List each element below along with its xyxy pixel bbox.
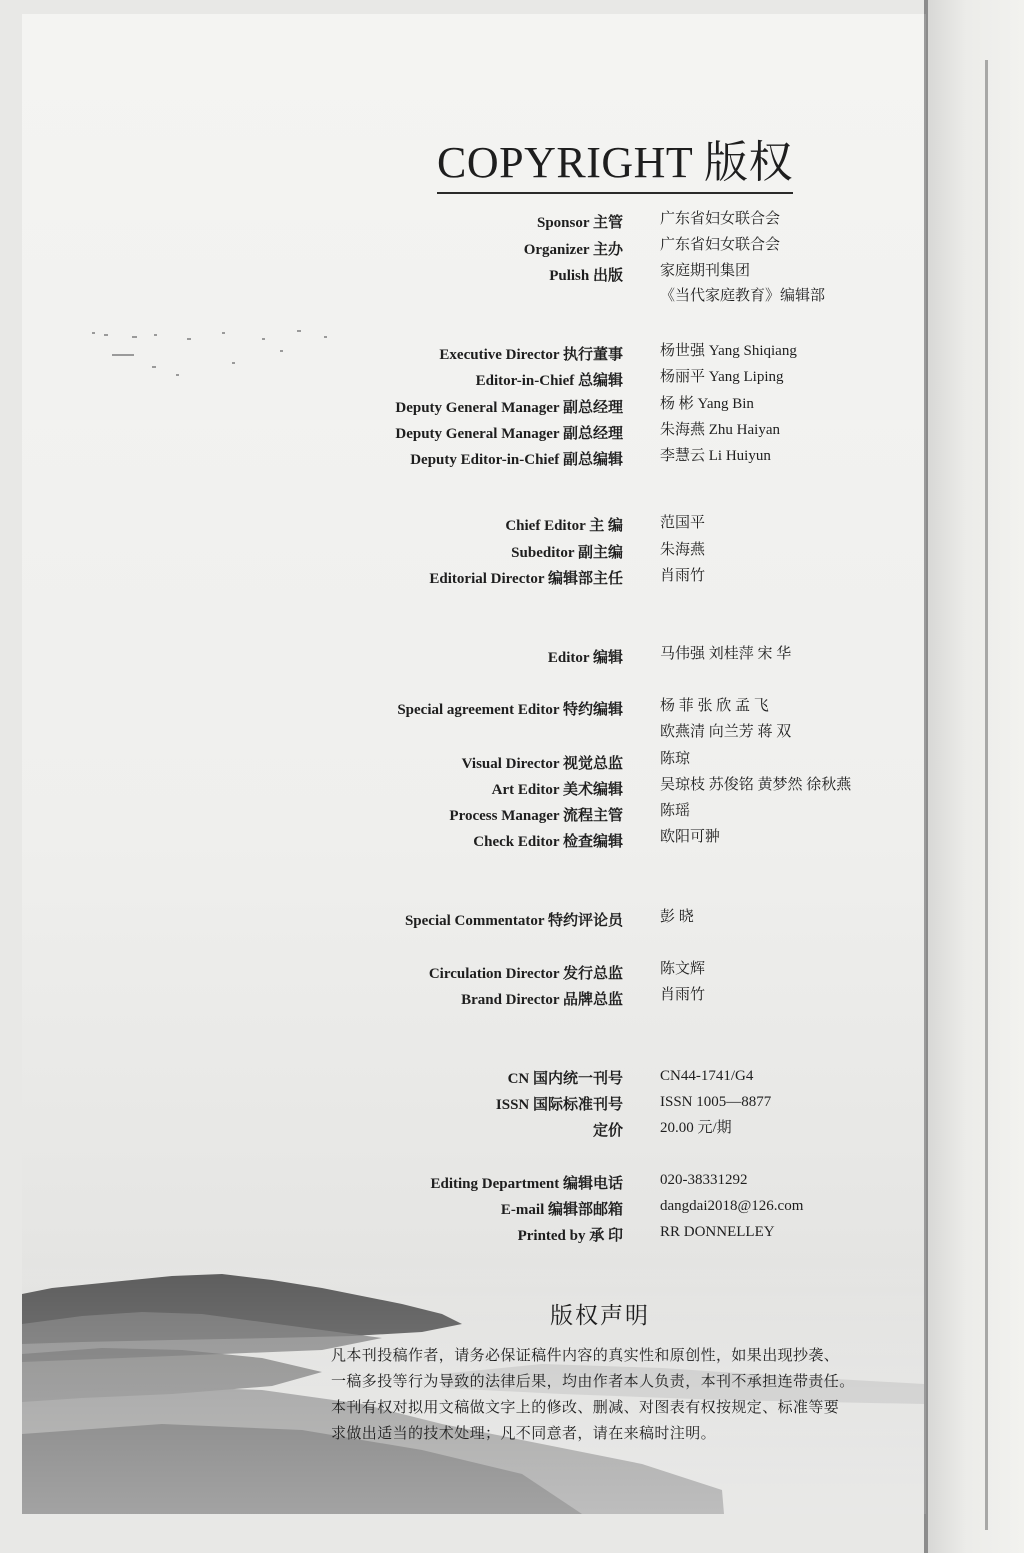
label-editor: Editor 编辑 — [547, 650, 623, 666]
circulation-labels — [22, 964, 623, 1014]
staff-values — [660, 696, 900, 856]
editor-values — [660, 513, 920, 593]
value-editor: 马伟强 刘桂萍 宋 华 — [660, 646, 792, 662]
value-chief-editor: 范国平 — [660, 515, 706, 531]
label-check-editor: Check Editor 检查编辑 — [473, 834, 623, 850]
publication-values — [660, 1066, 920, 1146]
underlying-page-edge — [985, 60, 988, 1530]
value-special-editors-2: 欧燕清 向兰芳 蒋 双 — [660, 724, 792, 740]
label-editor-in-chief: Editor-in-Chief 总编辑 — [475, 373, 623, 389]
label-sponsor: Sponsor 主管 — [536, 215, 623, 231]
editor-row-label — [22, 648, 623, 670]
value-editorial-director: 肖雨竹 — [660, 568, 706, 584]
label-organizer: Organizer 主办 — [523, 242, 623, 258]
value-publish: 家庭期刊集团 — [660, 263, 751, 279]
label-deputy-gm-1: Deputy General Manager 副总经理 — [395, 400, 623, 416]
label-visual-director: Visual Director 视觉总监 — [461, 756, 623, 772]
value-check-editor: 欧阳可翀 — [660, 829, 721, 845]
label-deputy-editor-in-chief: Deputy Editor-in-Chief 副总编辑 — [410, 452, 623, 468]
value-editing-phone: 020-38331292 — [660, 1172, 748, 1188]
value-subeditor: 朱海燕 — [660, 542, 706, 558]
value-special-commentator: 彭 晓 — [660, 909, 694, 925]
value-executive-director: 杨世强 Yang Shiqiang — [660, 343, 797, 359]
editor-labels — [22, 516, 623, 596]
notice-line: 凡本刊投稿作者，请务必保证稿件内容的真实性和原创性，如果出现抄袭、 — [331, 1348, 840, 1364]
label-executive-director: Executive Director 执行董事 — [439, 347, 623, 363]
value-printer: RR DONNELLEY — [660, 1224, 775, 1240]
value-price: 20.00 元/期 — [660, 1120, 732, 1136]
value-brand-director: 肖雨竹 — [660, 987, 706, 1003]
label-email: E-mail 编辑部邮箱 — [500, 1202, 623, 1218]
management-labels — [22, 213, 623, 313]
circulation-values — [660, 959, 920, 1009]
publication-labels — [22, 1069, 623, 1149]
label-process-manager: Process Manager 流程主管 — [449, 808, 623, 824]
value-deputy-gm-2: 朱海燕 Zhu Haiyan — [660, 422, 780, 438]
value-process-manager: 陈瑶 — [660, 803, 691, 819]
label-brand-director: Brand Director 品牌总监 — [461, 992, 623, 1008]
label-chief-editor: Chief Editor 主 编 — [505, 518, 623, 534]
label-circulation-director: Circulation Director 发行总监 — [428, 966, 623, 982]
commentator-value — [660, 907, 920, 929]
value-special-editors-1: 杨 菲 张 欣 孟 飞 — [660, 698, 769, 714]
contact-labels — [22, 1174, 623, 1254]
copyright-page — [22, 14, 924, 1514]
value-editor-in-chief: 杨丽平 Yang Liping — [660, 369, 784, 385]
page-edge-shadow — [924, 0, 928, 1553]
label-issn: ISSN 国际标准刊号 — [495, 1097, 623, 1113]
label-cn: CN 国内统一刊号 — [507, 1071, 623, 1087]
value-deputy-gm-1: 杨 彬 Yang Bin — [660, 396, 754, 412]
value-deputy-editor-in-chief: 李慧云 Li Huiyun — [660, 448, 771, 464]
commentator-label — [22, 911, 623, 933]
notice-line: 本刊有权对拟用文稿做文字上的修改、删减、对图表有权按规定、标准等要 — [331, 1400, 840, 1416]
label-editing-department: Editing Department 编辑电话 — [430, 1176, 623, 1192]
label-price: 定价 — [592, 1123, 623, 1139]
value-sponsor: 广东省妇女联合会 — [660, 211, 781, 227]
copyright-notice-title: 版权声明 — [550, 1303, 650, 1328]
director-values — [660, 341, 920, 481]
value-cn: CN44-1741/G4 — [660, 1068, 754, 1084]
label-publish: Pulish 出版 — [549, 268, 623, 284]
page-title: COPYRIGHT 版权 — [437, 126, 793, 194]
notice-line: 求做出适当的技术处理；凡不同意者，请在来稿时注明。 — [331, 1426, 717, 1442]
copyright-notice — [331, 1343, 891, 1447]
label-subeditor: Subeditor 副主编 — [511, 545, 623, 561]
director-labels — [22, 345, 623, 485]
label-editorial-director: Editorial Director 编辑部主任 — [429, 571, 623, 587]
value-circulation-director: 陈文辉 — [660, 961, 706, 977]
notice-line: 一稿多投等行为导致的法律后果，均由作者本人负责，本刊不承担连带责任。 — [331, 1374, 855, 1390]
editor-row-value — [660, 644, 920, 666]
value-publish-dept: 《当代家庭教育》编辑部 — [660, 288, 826, 304]
value-issn: ISSN 1005—8877 — [660, 1094, 772, 1110]
label-special-commentator: Special Commentator 特约评论员 — [404, 913, 623, 929]
contact-values — [660, 1170, 920, 1250]
label-printed-by: Printed by 承 印 — [517, 1228, 623, 1244]
label-deputy-gm-2: Deputy General Manager 副总经理 — [395, 426, 623, 442]
value-email: dangdai2018@126.com — [660, 1198, 804, 1214]
label-art-editor: Art Editor 美术编辑 — [491, 782, 623, 798]
staff-labels — [22, 700, 623, 860]
management-values — [660, 209, 920, 309]
label-special-agreement-editor: Special agreement Editor 特约编辑 — [397, 702, 623, 718]
value-visual-director: 陈琼 — [660, 751, 691, 767]
value-organizer: 广东省妇女联合会 — [660, 237, 781, 253]
value-art-editor: 吴琼枝 苏俊铭 黄梦然 徐秋燕 — [660, 777, 852, 793]
underlying-page — [928, 0, 1024, 1553]
